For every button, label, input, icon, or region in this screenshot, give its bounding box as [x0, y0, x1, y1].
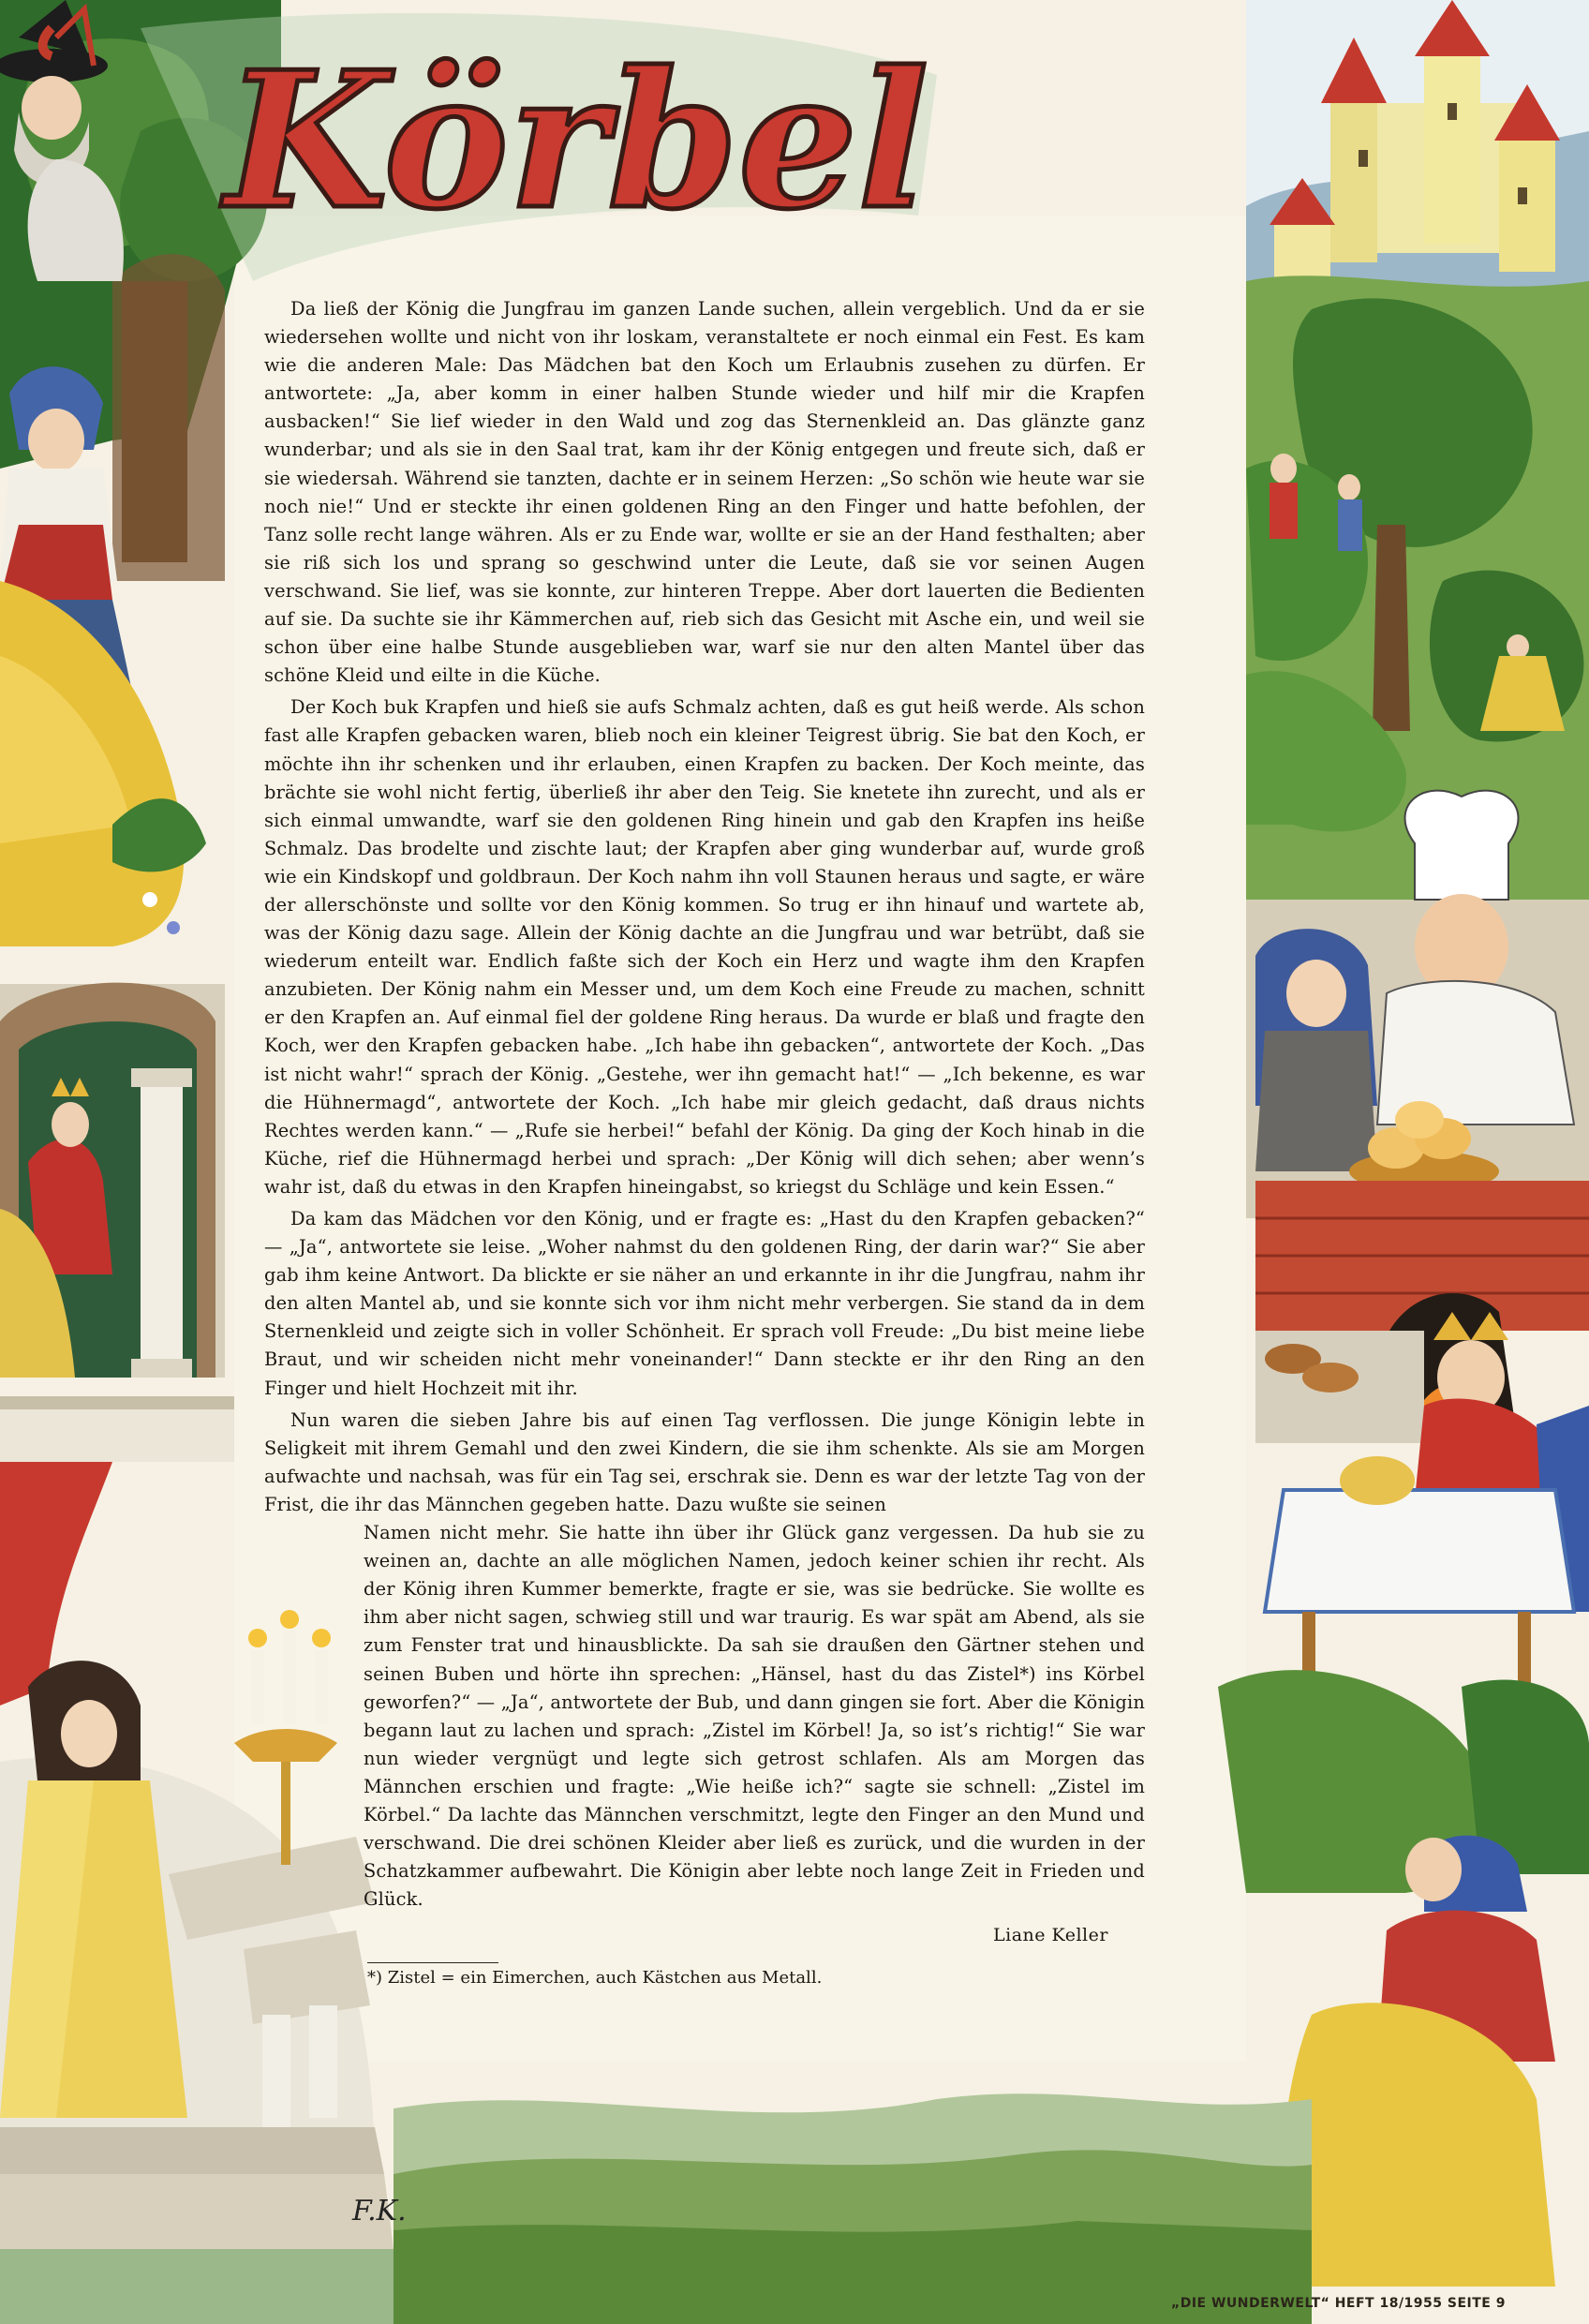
story-text — [264, 295, 1145, 1914]
couple-bottom-right — [1280, 1836, 1555, 2287]
author-signature: Liane Keller — [993, 1925, 1108, 1945]
paragraph: Da ließ der König die Jungfrau im ganzen Lande suchen, allein vergeblich. Und da er sie wiedersehen wollte und nicht von ihr loskam, veranstaltete er noch einmal ein Fest. Es kam wie die anderen Male: Das Mädchen bat den Koch um Erlaubnis zusehen zu dürfen. Er antwortete: „Ja, aber komm in einer halben Stunde wieder und hilf mir die Krapfen ausbacken!“ Sie lief wieder in den Wald und zog das Sternenkleid an. Das glänzte ganz wunderbar; und als sie in den Saal trat, kam ihr der König entgegen und freute sich, daß er sie wiedersah. Während sie tanzten, dachte er in seinem Herzen: „So schön wie heute war sie noch nie!“ Und er steckte ihr einen goldenen Ring an den Finger und hatte befohlen, der Tanz solle recht lange währen. Als er zu Ende war, wollte er sie an der Hand festhalten; aber sie riß sich los und sprang so geschwind unter die Leute, daß sie vor seinen Augen verschwand. Sie lief, was sie konnte, zur hinteren Treppe. Aber dort lauerten die Bedienten auf sie. Da suchte sie ihr Kämmerchen auf, rieb sich das Gesicht mit Asche ein, und weil sie schon über eine halbe Stunde ausgeblieben war, warf sie nur den alten Mantel über das schöne Kleid und eilte in die Küche. — [264, 298, 1145, 687]
footnote-divider — [367, 1962, 498, 1963]
brick-oven — [1255, 1181, 1589, 1443]
paragraph: Nun waren die sieben Jahre bis auf einen Tag verflossen. Die junge Königin lebte in Seligkeit mit ihrem Gemahl und den zwei Kindern, die sie ihm schenkte. Als sie am Morgen aufwachte und nachsah, was für ein Tag sei, erschrak sie. Denn es war der letzte Tag von der Frist, die ihr das Männchen gegeben hatte. Dazu wußte sie seinen — [264, 1408, 1145, 1515]
page-footer: „DIE WUNDERWELT“ HEFT 18/1955 SEITE 9 — [1171, 2296, 1506, 2311]
artist-signature: F.K. — [352, 2195, 407, 2227]
paragraph: Der Koch buk Krapfen und hieß sie aufs Schmalz achten, daß es gut heiß werde. Als schon fast alle Krapfen gebacken waren, blieb noch ein kleiner Teigrest übrig. Sie bat den Koch, er möchte ihn ihr schenken und ihr erlauben, einen Krapfen zu backen. Der Koch meinte, das brächte sie wohl nicht fertig, überließ ihr aber den Teig. Sie knetete ihn zurecht, und als er sich einmal umwandte, warf sie den goldenen Ring hinein und gab den Krapfen ins heiße Schmalz. Das brodelte und zischte laut; der Krapfen aber ging wunderbar auf, wurde groß wie ein Kindskopf und goldbraun. Der Koch nahm ihn voll Staunen heraus und sagte, er wäre der allerschönste und sollte vor den König kommen. So trug er ihn hinauf und wartete ab, was der König dazu sage. Allein der König dachte an die Jungfrau und war betrübt, daß sie wiederum enteilt war. Endlich faßte sich der Koch ein Herz und wagte ihm den Krapfen anzubieten. Der König nahm ein Messer und, um dem Koch eine Freude zu machen, schnitt er den Krapfen an. Auf einmal fiel der goldene Ring heraus. Da wurde er blaß und fragte den Koch, wer den Krapfen gebacken habe. „Ich habe ihn gebacken“, antwortete der Koch. „Das ist nicht wahr!“ sprach der König. „Gestehe, wer ihn gemacht hat!“ — „Ich bekenne, es war die Hühnermagd“, antwortete der Koch. „Ich habe mir gleich gedacht, daß draus nichts Rechtes werden kann.“ — „Rufe sie herbei!“ befahl der König. Da ging der Koch hinab in die Küche, rief die Hühnermagd herbei und sprach: „Der König will dich sehen; aber wenn’s wahr ist, daß du etwas in den Krapfen hineingabst, so kriegst du Schläge und kein Essen.“ — [264, 696, 1145, 1198]
table — [1265, 1490, 1574, 1612]
princess-stairs — [0, 1661, 187, 2118]
page-title-art: Körbel — [225, 31, 929, 251]
paragraph: Da kam das Mädchen vor den König, und er fragte es: „Hast du den Krapfen gebacken?“ — „Ja“, antwortete sie leise. „Woher nahmst du den goldenen Ring, der darin war?“ Sie aber gab ihm keine Antwort. Da blickte er sie näher an und erkannte in ihr die Jungfrau, nahm ihr den alten Mantel ab, und sie konnte sich vor ihm nicht mehr verbergen. Sie stand da in dem Sternenkleid und zeigte sich in voller Schönheit. Er sprach voll Freude: „Du bist meine liebe Braut, und wir scheiden nicht mehr voneinander!“ Dann steckte er ihr den Ring an den Finger und hielt Hochzeit mit ihr. — [264, 1208, 1145, 1399]
title-banner — [141, 13, 937, 281]
paragraph: Namen nicht mehr. Sie hatte ihn über ihr Glück ganz vergessen. Da hub sie zu weinen an, dachte an alle möglichen Namen, jedoch keiner schien ihr recht. Als der König ihren Kummer bemerkte, fragte er sie, was sie bedrücke. Sie wollte es ihm aber nicht sagen, schwieg still und war traurig. Es war spät am Abend, als sie zum Fenster trat und hinausblickte. Da sah sie draußen den Gärtner stehen und seinen Buben und hörte ihn sprechen: „Hänsel, hast du das Zistel*) ins Körbel geworfen?“ — „Ja“, antwortete der Bub, und dann gingen sie fort. Aber die Königin begann laut zu lachen und sprach: „Zistel im Körbel! Ja, so ist’s richtig!“ Sie war nun wieder vergnügt und legte sich getrost schlafen. Als am Morgen das Männchen erschien und fragte: „Wie heiße ich?“ sagte sie schnell: „Zistel im Körbel.“ Da lachte das Männchen verschmitzt, legte den Finger an den Mund und verschwand. Die drei schönen Kleider aber ließ es zurück, und die wurden in der Schatzkammer aufbewahrt. Die Königin aber lebte noch lange Zeit in Frieden und Glück. — [364, 1522, 1145, 1911]
footnote: *) Zistel = ein Eimerchen, auch Kästchen aus Metall. — [367, 1968, 823, 1988]
palace-arch-scene — [0, 983, 225, 1378]
